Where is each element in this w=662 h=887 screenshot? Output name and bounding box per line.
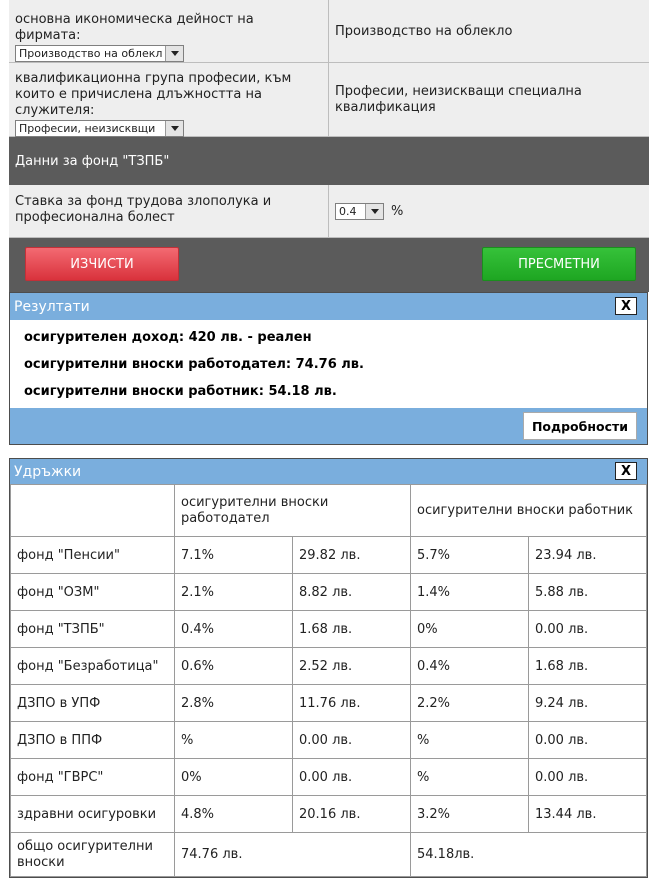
details-button[interactable]: Подробности — [523, 412, 637, 440]
results-footer — [10, 408, 647, 444]
group-label: квалификационна група професии, към които е причислена длъжността на служителя: — [15, 71, 292, 118]
total-employee: 54.18лв. — [411, 833, 647, 877]
header-employer: осигурителни вноски работодател — [175, 485, 411, 537]
table-row — [11, 648, 647, 685]
group-value-cell — [329, 63, 649, 136]
fund-name: фонд "Пенсии" — [11, 537, 175, 574]
activity-row — [9, 0, 649, 63]
calculate-button[interactable]: ПРЕСМЕТНИ — [482, 247, 636, 281]
employer-rate: 4.8% — [175, 796, 293, 833]
employee-rate: 2.2% — [411, 685, 529, 722]
total-label: общо осигурителни вноски — [11, 833, 175, 877]
rate-select[interactable] — [335, 203, 384, 220]
fund-name: фонд "ОЗМ" — [11, 574, 175, 611]
employee-contributions: осигурителни вноски работник: 54.18 лв. — [24, 384, 337, 399]
table-row — [11, 759, 647, 796]
employer-amount: 2.52 лв. — [293, 648, 411, 685]
group-select-value: Професии, неизисквщи — [19, 122, 156, 135]
rate-label: Ставка за фонд трудова злополука и професионална болест — [15, 194, 272, 225]
table-row — [11, 574, 647, 611]
employer-amount: 0.00 лв. — [293, 722, 411, 759]
activity-cell — [9, 0, 329, 62]
employer-contributions: осигурителни вноски работодател: 74.76 лв. — [24, 357, 364, 372]
deductions-table — [10, 484, 647, 877]
employee-amount: 0.00 лв. — [529, 611, 647, 648]
fund-name: здравни осигуровки — [11, 796, 175, 833]
employer-amount: 8.82 лв. — [293, 574, 411, 611]
group-value: Професии, неизискващи специална квалификация — [335, 83, 582, 115]
total-employer: 74.76 лв. — [175, 833, 411, 877]
employee-rate: 0.4% — [411, 648, 529, 685]
employer-rate: 0% — [175, 759, 293, 796]
employer-rate: 2.1% — [175, 574, 293, 611]
fund-name: фонд "ГВРС" — [11, 759, 175, 796]
activity-select[interactable] — [15, 45, 184, 62]
section-title: Данни за фонд "ТЗПБ" — [15, 153, 170, 169]
results-body — [10, 320, 647, 408]
tzpb-section-header — [9, 137, 649, 185]
table-header-row — [11, 485, 647, 537]
employee-amount: 9.24 лв. — [529, 685, 647, 722]
results-panel — [9, 292, 648, 445]
employer-rate: 0.4% — [175, 611, 293, 648]
employee-amount: 0.00 лв. — [529, 722, 647, 759]
employee-rate: 1.4% — [411, 574, 529, 611]
fund-name: ДЗПО в ППФ — [11, 722, 175, 759]
employer-rate: 2.8% — [175, 685, 293, 722]
deductions-header — [10, 459, 647, 484]
employee-rate: 3.2% — [411, 796, 529, 833]
table-row — [11, 611, 647, 648]
chevron-down-icon[interactable] — [165, 46, 183, 61]
table-row — [11, 796, 647, 833]
total-row — [11, 833, 647, 877]
deductions-panel — [9, 458, 648, 878]
fund-name: ДЗПО в УПФ — [11, 685, 175, 722]
close-results-button[interactable]: X — [615, 297, 637, 315]
employee-rate: % — [411, 759, 529, 796]
deductions-rows — [11, 537, 647, 833]
rate-cell — [9, 185, 329, 237]
activity-label: основна икономическа дейност на фирмата: — [15, 12, 254, 43]
activity-value: Производство на облекло — [335, 23, 513, 39]
employee-amount: 0.00 лв. — [529, 759, 647, 796]
employee-amount: 23.94 лв. — [529, 537, 647, 574]
employer-amount: 11.76 лв. — [293, 685, 411, 722]
employee-rate: % — [411, 722, 529, 759]
rate-unit: % — [391, 203, 404, 219]
insurance-income: осигурителен доход: 420 лв. - реален — [24, 330, 312, 345]
group-select[interactable] — [15, 120, 184, 137]
group-cell — [9, 63, 329, 136]
employer-rate: 7.1% — [175, 537, 293, 574]
chevron-down-icon[interactable] — [165, 121, 183, 136]
group-row — [9, 63, 649, 137]
header-employee: осигурителни вноски работник — [411, 485, 647, 537]
button-bar — [9, 238, 649, 292]
clear-button[interactable]: ИЗЧИСТИ — [25, 247, 179, 281]
results-title: Резултати — [14, 298, 90, 315]
employer-amount: 0.00 лв. — [293, 759, 411, 796]
employee-amount: 1.68 лв. — [529, 648, 647, 685]
table-row — [11, 685, 647, 722]
rate-row — [9, 185, 649, 238]
rate-select-value: 0.4 — [339, 204, 357, 218]
employer-amount: 29.82 лв. — [293, 537, 411, 574]
fund-name: фонд "ТЗПБ" — [11, 611, 175, 648]
header-empty-cell — [11, 485, 175, 537]
employee-amount: 5.88 лв. — [529, 574, 647, 611]
table-row — [11, 537, 647, 574]
employee-rate: 5.7% — [411, 537, 529, 574]
employee-amount: 13.44 лв. — [529, 796, 647, 833]
deductions-title: Удръжки — [14, 463, 82, 480]
employer-amount: 20.16 лв. — [293, 796, 411, 833]
close-deductions-button[interactable]: X — [615, 462, 637, 480]
rate-input-cell — [329, 185, 649, 237]
employer-amount: 1.68 лв. — [293, 611, 411, 648]
employer-rate: 0.6% — [175, 648, 293, 685]
activity-value-cell — [329, 0, 649, 62]
results-header — [10, 293, 647, 320]
fund-name: фонд "Безработица" — [11, 648, 175, 685]
calculator-form — [9, 0, 649, 292]
chevron-down-icon[interactable] — [365, 204, 383, 219]
activity-select-value: Производство на облекл — [19, 47, 163, 60]
employee-rate: 0% — [411, 611, 529, 648]
table-row — [11, 722, 647, 759]
employer-rate: % — [175, 722, 293, 759]
